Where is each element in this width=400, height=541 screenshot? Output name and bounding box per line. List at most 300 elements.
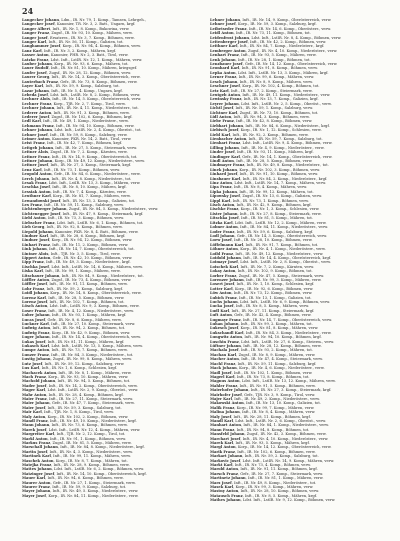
- entry-name: Lerner Franz: [210, 75, 237, 80]
- list-entry: Margreiter Karl, Inft., TJR. Nr. 2, 12. Komp., Tirol, tot.: [22, 432, 126, 437]
- entry-details: Inft., IR. Nr. 14, 7. Komp., Oberösterreich, tot.: [49, 247, 135, 252]
- list-entry: Loidold Johann, Inft., IR. Nr. 14, 4. Komp., Oberösterreich, krgf.: [210, 255, 332, 260]
- entry-details: Inft., IR. Nr. 84, 3. Komp., Niederösterr., tot.: [51, 352, 134, 357]
- entry-name: Maier Josef: [22, 405, 46, 410]
- list-entry: Lichtenberger Johann, Zugsf., IR. Nr. 84, 5. Komp., Niederösterr., verw.: [22, 207, 159, 212]
- entry-details: Inft., IR. Nr. 94, 10. Komp., Böhmen, verw.: [56, 123, 135, 128]
- list-entry: Leidl Anton, Inft., IR. Nr. 73, 11. Komp., Böhmen, tot.: [210, 31, 311, 36]
- list-entry: Machan Karl, Zugsf., IR. Nr. 8, 9. Komp., Mähren, verw.: [210, 352, 316, 357]
- entry-details: Inft., IR. Nr. 59, 11. Komp., Salzburg, krgf.: [237, 361, 317, 366]
- list-entry: Loischek Karl, Inft., IR. Nr. 7, 2. Komp., Kärnten, verw.: [210, 264, 315, 269]
- list-entry: Lesch Johann, Inft., IR. Nr. 8, 9. Komp., Mähren, verw.: [210, 79, 313, 84]
- entry-name: Losert Josef: [210, 282, 235, 287]
- list-entry: Lechner Franz, Korp., TJR. Nr. 2, 7. Komp., Tirol, verw.: [22, 101, 126, 106]
- list-entry: Lienhart Franz, Ldst. Inft., LstIR. Nr. 9, 4. Komp., Böhmen, verw.: [210, 141, 333, 146]
- entry-name: Lauterbach Franz: [22, 79, 58, 84]
- list-entry: Lipa Franz, Inft., IR. Nr. 8, 4. Komp., Mähren, verw.: [210, 185, 308, 190]
- entry-details: Inft., IR. Nr. 13, 2. Komp., Galizien, tot.: [62, 198, 136, 203]
- list-entry: Langer Albert, Inft., IR. Nr. 1, 8. Komp., Bukowina, verw.: [22, 26, 130, 31]
- entry-name: Machacek Anton: [22, 370, 57, 375]
- list-entry: Lehmann Franz, Inft., IR. Nr. 94, 10. Komp., Böhmen, verw.: [22, 123, 135, 128]
- entry-name: Lotter Karl: [210, 286, 233, 291]
- entry-name: Luber Johann: [22, 313, 50, 318]
- list-entry: Lehner Josef, Korp., IR. Nr. 59, 3. Komp., Salzburg, krgf.: [210, 22, 317, 27]
- entry-name: Leidl Anton: [210, 31, 234, 36]
- entry-name: Mayer Josef: [22, 493, 46, 498]
- list-entry: Markovic Josef, Ldst. Inft., LstIR. Nr. 14, 9. Komp., Mähren, verw.: [210, 458, 335, 463]
- entry-name: Lichtner Karl: [210, 110, 238, 115]
- entry-details: Zugsf., IR. Nr. 93, 10. Komp., Mähren, verw.: [51, 31, 133, 36]
- list-entry: Lorber Franz, Zugsf., IR. Nr. 47, 5. Komp., Steiermark, verw.: [210, 273, 325, 278]
- entry-details: Inft., IR. Nr. 91, 11. Komp., Böhmen, krgf.: [240, 467, 318, 472]
- list-entry: Lippl Karl, Inft., IR. Nr. 73, 1. Komp., Böhmen, verw.: [210, 198, 309, 203]
- list-entry: Löffelmann Karl, Inft., IR. Nr. 91, 7. Komp., Böhmen, tot.: [210, 242, 319, 247]
- entry-details: Inft., IR. Nr. 94, 3. Komp., Böhmen, verw.: [233, 114, 310, 119]
- entry-details: Ldst. Inft., LstIR. Nr. 12, 4. Komp., Mähren, verw.: [48, 427, 141, 432]
- list-entry: Linder Josef, Inft., IR. Nr. 93, 11. Komp., Mähren, krgf.: [210, 150, 314, 155]
- entry-details: Ldst. Inft., LstIR. Nr. 2, 5. Komp., Oberöst., verw.: [241, 101, 332, 106]
- entry-name: Maly Anton: [22, 414, 46, 419]
- entry-name: Linder Josef: [210, 150, 235, 155]
- entry-details: Inft., IR. Nr. 99, 1. Komp., Mähren, verw.: [45, 269, 121, 274]
- list-entry: Lilling Johann, Inft., IR. Nr. 4, 9. Komp., Niederösterr., verw.: [210, 145, 325, 150]
- entry-details: Inft., IR. Nr. 8, 1. Komp., Mähren, verw.: [58, 370, 132, 375]
- entry-name: Mattes Johann: [22, 467, 52, 472]
- entry-details: Inft., IR. Nr. 91, 7. Komp., Böhmen, tot.: [245, 242, 319, 247]
- entry-details: Inft., IR. Nr. 47, 9. Komp., Steiermark, krgf.: [62, 211, 144, 216]
- list-entry: Mairhofer Josef, Gefr., TJR. Nr. 3, 9. Komp., Tirol, verw.: [210, 392, 316, 397]
- entry-details: Kanonier, TR. Nr. 3, 2. Batt., Ungarn, krgf.: [56, 22, 136, 27]
- entry-name: Langer Albert: [22, 26, 51, 31]
- entry-details: Inft., IR. Nr. 73, 1. Komp., Böhmen, verw.: [232, 198, 309, 203]
- entry-name: Luhan Johann: [210, 322, 239, 327]
- entry-details: Korp., IR. Nr. 4, 1. Komp., Niederösterr., verw.: [240, 247, 326, 252]
- list-entry: Liebl Karl, Inft., IR. Nr. 92, 2. Komp., Böhmen, verw.: [210, 132, 309, 137]
- entry-details: Inft., IR. Nr. 42, 8. Komp., Böhmen, verw.: [236, 119, 313, 124]
- list-entry: Leopold Anton, Gefr., IR. Nr. 84, 6. Komp., Niederösterr., verw.: [22, 172, 141, 177]
- list-entry: Lugmayr Franz, Inft., IR. Nr. 14, 7. Komp., Oberösterreich, verw.: [210, 317, 333, 322]
- list-entry: Lucas Josef, Gefr., IR. Nr. 8, 6. Komp., Mähren, verw.: [22, 317, 122, 322]
- list-entry: Luckner Karl, Inft., IR. Nr. 27, 10. Komp., Steiermark, verw.: [22, 322, 136, 327]
- list-entry: Leimer Anton, Kanonier, FKR. Nr. 14, 2. Batt., Tirol, verw.: [22, 136, 132, 141]
- entry-details: Inft., IR. Nr. 91, 5. Komp., Böhmen, verw.: [239, 383, 316, 388]
- list-entry: Marschall Johann, Inft., IR. Nr. 84, 8. Komp., Niederösterr., krgf.: [22, 445, 145, 450]
- entry-details: Inft., IR. Nr. 84, 3. Komp., Niederösterr., verw.: [245, 330, 332, 335]
- entry-name: Ledl Karl: [22, 119, 41, 124]
- entry-details: Inft., IR. Nr. 91, 3. Komp., Böhmen, verw.: [53, 110, 130, 115]
- entry-name: Leuthner Karl: [22, 194, 51, 199]
- list-entry: Martin Josef, Inft., IR. Nr. 4, 3. Komp., Niederösterr., verw.: [22, 449, 133, 454]
- entry-name: Laufer Josef: [22, 70, 47, 75]
- entry-name: Lepka Anton: [210, 70, 236, 75]
- list-entry: Lorenz Karl, Inft., IR. Nr. 28, 5. Komp., Böhmen, verw.: [22, 295, 125, 300]
- entry-name: Löw Anton: [210, 291, 232, 296]
- entry-details: Inft., IR. Nr. 11, 2. Komp., Böhmen, verw.: [52, 242, 129, 247]
- entry-name: Leitgeb Johann: [22, 145, 53, 150]
- list-entry: Ledl Karl, Inft., IR. Nr. 49, 1. Komp., Niederösterr., verw.: [22, 119, 129, 124]
- list-entry: Lüftner Johann, Inft., IR. Nr. 28, 12. Komp., Böhmen, verw.: [210, 344, 322, 349]
- entry-name: Linhard Josef: [210, 172, 238, 177]
- entry-details: Inft., IR. Nr. 28, 10. Komp., Böhmen, verw.: [234, 238, 313, 243]
- entry-name: Luger Johann: [22, 335, 50, 340]
- list-entry: Machold Johann, Inft., IR. Nr. 94, 5. Komp., Böhmen, tot.: [22, 379, 131, 384]
- entry-name: Lindinger Karl: [210, 154, 240, 159]
- entry-details: Inft., IR. Nr. 49, 5. Komp., Niederösterr., verw.: [52, 489, 139, 494]
- entry-name: Laurer Georg: [22, 75, 50, 80]
- list-entry: Lindl Anton, Inft., IR. Nr. 28, 5. Komp., Böhmen, verw.: [210, 159, 313, 163]
- entry-name: Martinetz Johann: [210, 476, 246, 481]
- list-entry: Ludwig Franz, Korp., IR. Nr. 42, 9. Komp., Böhmen, verw.: [22, 330, 131, 335]
- list-entry: Martinek Karl, Inft., IR. Nr. 99, 11. Komp., Mähren, verw.: [22, 454, 131, 459]
- entry-name: Latzko Franz: [22, 57, 49, 62]
- list-entry: Markus Franz, Zugsf., IR. Nr. 81, 5. Komp., Mähren, verw.: [22, 441, 132, 445]
- list-entry: Lechner Alois, Inft., IR. Nr. 14, 5. Komp., Oberösterreich, verw.: [22, 97, 142, 102]
- entry-name: Linhart Franz: [22, 242, 50, 247]
- entry-name: Leitenberger Josef: [210, 40, 248, 45]
- entry-details: Inft., IR. Nr. 94, 10. Komp., Böhmen, krgf.: [244, 335, 322, 340]
- list-entry: Mann Franz, Inft., IR. Nr. 94, 8. Komp., Böhmen, tot.: [210, 427, 310, 432]
- list-entry: Linek Johann, Korp., IR. Nr. 102, 3. Komp., Böhmen, verw.: [210, 167, 321, 172]
- entry-details: Gefr., IR. Nr. 8, 6. Komp., Mähren, verw.: [47, 317, 122, 322]
- entry-details: Inft., IR. Nr. 4, 10. Komp., Niederösterr., verw.: [242, 436, 329, 441]
- entry-details: Inft., IR. Nr. 93, 2. Komp., Mähren, tot.: [240, 348, 313, 353]
- entry-details: Inft., IR. Nr. 91, 10. Komp., Böhmen, verw.: [239, 172, 319, 177]
- entry-details: Inft., IR. Nr. 14, 3. Komp., Oberösterreich, verw.: [51, 75, 141, 80]
- entry-details: Ldst. Inft., LstIR. Nr. 27, 6. Komp., Steierm., verw.: [241, 339, 335, 344]
- list-entry: Leitner Johann, Korp., IR. Nr. 49, 12. Komp., Niederösterr., verw.: [22, 159, 146, 163]
- entry-name: Lehner Josef: [210, 22, 236, 27]
- list-entry: Luger Johann, Inft., IR. Nr. 14, 4. Komp., Oberösterreich, verw.: [22, 335, 141, 340]
- entry-name: Loew Josef: [210, 238, 232, 243]
- entry-name: Lechner Franz: [22, 101, 52, 106]
- entry-name: Lipp Franz: [22, 260, 44, 265]
- list-entry: Markart Johann, Inft., IR. Nr. 59, 2. Komp., Salzburg, tot.: [210, 454, 319, 459]
- entry-name: Loser Franz: [22, 308, 46, 313]
- list-entry: Lerner Franz, Inft., IR. Nr. 99, 6. Komp., Mähren, verw.: [210, 75, 315, 80]
- entry-name: Lewandowski Josef: [22, 198, 61, 203]
- entry-details: Korp., IR. Nr. 81, 8. Komp., Mähren, verw.: [240, 326, 319, 331]
- entry-name: Lidl Anton: [210, 114, 232, 119]
- entry-name: Marschall Johann: [22, 445, 58, 450]
- entry-details: Inft., IR. Nr. 13, 1. Komp., Galizien, tot.: [239, 295, 312, 300]
- entry-details: Inft., IR. Nr. 28, 5. Komp., Böhmen, verw.: [48, 295, 125, 300]
- entry-name: Lederer Anton: [22, 110, 52, 115]
- list-entry: Layer Karl, Inft., IR. Nr. 59, 9. Komp., Salzburg, tot.: [22, 84, 120, 89]
- list-entry: Madl Josef, Inft., IR. Nr. 102, 1. Komp., Böhmen, verw.: [210, 370, 313, 375]
- list-entry: Lehner Johann, Inft., IR. Nr. 14, 9. Komp., Oberösterreich, verw.: [210, 18, 332, 22]
- entry-name: Lintner Alois: [22, 251, 49, 256]
- entry-name: Lukschandl Karl: [210, 330, 244, 335]
- entry-details: Inft., IR. Nr. 4, 8. Komp., Niederösterr., tot.: [51, 176, 132, 181]
- entry-details: Inft., IR. Nr. 4, 9. Komp., Niederösterr., verw.: [241, 145, 325, 150]
- entry-details: Inft., IR. Nr. 84, 2. Komp., Niederösterr., krgf.: [242, 176, 328, 181]
- entry-details: Ldst. Inft., LstIR. Nr. 2, 8. Komp., Oberöst., verw.: [240, 260, 331, 265]
- entry-name: Maurer Franz: [22, 485, 50, 490]
- entry-details: Inft., IR. Nr. 73, 6. Komp., Böhmen, verw.: [51, 423, 128, 428]
- list-entry: Maurer Franz, Inft., IR. Nr. 59, 9. Komp., Salzburg, tot.: [22, 485, 127, 490]
- entry-name: Lederer Josef: [22, 114, 50, 119]
- list-entry: Lukas Josef, Inft., IR. Nr. 81, 11. Komp., Mähren, krgf.: [22, 339, 125, 344]
- entry-details: Ldst. Inft., LstIR. Nr. 14, 7. Komp., Mähren, verw.: [234, 181, 327, 186]
- entry-details: Ldst. Inft., LstIR. Nr. 9, 4. Komp., Böhmen, verw.: [242, 141, 333, 146]
- entry-details: Inft., IR. Nr. 99, 3. Komp., Mähren, verw.: [246, 277, 322, 282]
- entry-name: Leopold Anton: [22, 172, 52, 177]
- entry-name: Leitner Johann: [22, 159, 53, 163]
- entry-details: Korp., IR. Nr. 1, 12. Komp., Schlesien, verw.: [240, 128, 322, 133]
- list-entry: Majer Karl, Inft., IR. Nr. 49, 2. Komp., Niederösterr., verw.: [210, 396, 320, 401]
- list-entry: Marik Franz, Inft., IR. Nr. 102, 6. Komp., Böhmen, verw.: [210, 449, 316, 454]
- list-entry: Mansfeld Johann, Zugsf., IR. Nr. 42, 3. Komp., Böhmen, verw.: [210, 432, 327, 437]
- entry-details: Zugsf., IR. Nr. 84, 5. Komp., Niederösterr., verw.: [68, 207, 159, 212]
- entry-details: Inft., IR. Nr. 102, 9. Komp., Böhmen, tot.: [237, 269, 313, 274]
- entry-name: Leonhard Karl: [210, 66, 240, 71]
- entry-name: Liebisch Josef: [210, 128, 239, 133]
- list-entry: Lorenz Josef, Inft., IR. Nr. 102, 7. Komp., Böhmen, tot.: [22, 300, 125, 304]
- entry-details: Ldst. Inft., LstIR. Nr. 12, 2. Komp., Mähren, verw.: [234, 220, 327, 225]
- list-entry: Lenz Karl, Inft., IR. Nr. 73, 1. Komp., Böhmen, verw.: [22, 167, 121, 172]
- entry-details: Inft., IR. Nr. 93, 11. Komp., Mähren, krgf.: [236, 150, 314, 155]
- list-entry: Leitenberger Josef, Inft., IR. Nr. 42, 2. Komp., Böhmen, verw.: [210, 40, 327, 45]
- entry-name: Liebl Karl: [210, 132, 231, 137]
- entry-details: Inft., IR. Nr. 42, 9. Komp., Böhmen, krgf.: [236, 203, 312, 208]
- entry-details: Gefr., IR. Nr. 14, 12. Komp., Oberösterreich, verw.: [244, 62, 338, 67]
- list-entry: Lunzer Franz, Inft., IR. Nr. 84, 3. Komp., Niederösterr., tot.: [22, 352, 134, 357]
- list-entry: Margl Anton, Korp., IR. Nr. 14, 12. Komp., Oberösterreich, verw.: [210, 445, 332, 450]
- entry-name: Leyrer Johann: [210, 101, 239, 106]
- entry-name: Lenzbauer Josef: [210, 62, 243, 67]
- list-entry: Lutz Josef, Inft., IR. Nr. 59, 12. Komp., Salzburg, verw.: [22, 361, 125, 366]
- list-entry: Linz Anton, Ldst. Inft., LstIR. Nr. 14, 7. Komp., Mähren, verw.: [210, 181, 327, 186]
- entry-details: Zugsf., IR. Nr. 81, 5. Komp., Mähren, verw.: [52, 441, 132, 445]
- list-entry: Leibetseder Franz, Inft., IR. Nr. 14, 6. Komp., Oberösterr., verw.: [210, 26, 332, 31]
- entry-details: Ldst. Inft., LstIR. Nr. 9, 3. Komp., Böhmen, verw.: [49, 304, 140, 309]
- entry-name: Lister Johann: [210, 211, 238, 216]
- entry-details: Inft., IR. Nr. 94, 2. Komp., Böhmen, tot.: [52, 326, 126, 331]
- entry-details: Inft., IR. Nr. 28, 9. Komp., Böhmen, verw.: [53, 463, 130, 468]
- entry-name: Martinek Karl: [22, 454, 51, 459]
- list-entry: Latzko Franz, Ldst. Inft., LstIR. Nr. 12, 1. Komp., Mähren, verw.: [22, 57, 143, 62]
- entry-name: Liepold Johann: [22, 229, 53, 234]
- entry-details: Ldst. Inft., LstIR. Nr. 8, 4. Komp., Böhmen, verw.: [251, 35, 342, 40]
- entry-name: Lerch Johann: [22, 176, 50, 181]
- entry-name: Majer Karl: [210, 396, 232, 401]
- entry-details: Inft., IR. Nr. 8, 5. Komp., Mähren, krgf.: [244, 493, 318, 498]
- list-entry: Lauber Johann, Korp., IR. Nr. 93, 6. Komp., Mähren, tot.: [22, 62, 129, 67]
- list-entry: Machacek Anton, Inft., IR. Nr. 8, 1. Komp., Mähren, verw.: [22, 370, 132, 375]
- list-entry: Mandl Karl, Ldst. Inft., LstIR. Nr. 2, 6. Komp., Oberöst., verw.: [210, 418, 327, 423]
- list-entry: Loser Franz, Inft., IR. Nr. 4, 12. Komp., Niederösterr., verw.: [22, 308, 134, 313]
- entry-details: Kanonier, FKR. Nr. 14, 2. Batt., Tirol, verw.: [52, 136, 132, 141]
- entry-details: Ldm., IR. Nr. 79, 1. Komp., Tamsen, Lehrgeh.,: [61, 18, 147, 22]
- list-entry: Lotter Karl, Korp., IR. Nr. 92, 6. Komp., Böhmen, verw.: [210, 286, 314, 291]
- entry-name: Lichtl Josef: [210, 106, 234, 111]
- list-entry: Liebscher Franz, Ldst. Inft., LstIR. Nr. 6, 1. Komp., Böhmen, tot.: [22, 220, 144, 225]
- list-entry: Marchart Josef, Inft., IR. Nr. 4, 10. Komp., Niederösterr., verw.: [210, 436, 329, 441]
- list-entry: Lewinsky Franz, Inft., IR. Nr. 13, 7. Komp., Galizien, krgf.: [210, 97, 319, 102]
- entry-name: Loidl Johann: [22, 291, 48, 296]
- entry-name: Markovic Josef: [210, 458, 241, 463]
- entry-details: Inft., IR. Nr. 73, 12. Komp., Böhmen, verw.: [233, 291, 313, 296]
- list-entry: Matausch Franz, Inft., IR. Nr. 8, 5. Komp., Mähren, krgf.: [210, 493, 318, 498]
- entry-details: Inft., IR. Nr. 84, 1. Komp., Niederösterr., verw.: [243, 423, 329, 428]
- list-entry: Lungwitz Anton, Inft., IR. Nr. 94, 10. Komp., Böhmen, krgf.: [210, 335, 322, 340]
- entry-name: Lungwitz Anton: [210, 335, 243, 340]
- entry-details: Inft., IR. Nr. 1, 6. Komp., Schlesien, krgf.: [41, 366, 118, 371]
- list-entry: Marx Josef, Inft., IR. Nr. 49, 8. Komp., Niederösterr., tot.: [210, 480, 317, 485]
- entry-details: Ldst. Inft., LstIR. Nr. 12, 1. Komp., Mähren, verw.: [50, 57, 143, 62]
- list-entry: Leitgeb Johann, Inft., IR. Nr. 27, 5. Komp., Steiermark, verw.: [22, 145, 138, 150]
- entry-name: Löffler Josef: [22, 282, 48, 287]
- entry-name: Magerl Karl: [210, 374, 235, 379]
- entry-name: Leimer Anton: [22, 136, 50, 141]
- entry-name: Lorber Franz: [210, 273, 237, 278]
- entry-details: Korp., IR. Nr. 1, 3. Komp., Schlesien, verw.: [240, 207, 320, 212]
- entry-details: Inft., IR. Nr. 49, 3. Komp., Niederösterr., krgf.: [46, 260, 131, 265]
- list-entry: Lerch Johann, Inft., IR. Nr. 4, 8. Komp., Niederösterr., tot.: [22, 176, 132, 181]
- entry-details: Ldst. Inft., LstIR. Nr. 2, 4. Komp., Oberöst., tot.: [54, 128, 142, 133]
- list-entry: Leuthner Karl, Korp., IR. Nr. 81, 7. Komp., Mähren, verw.: [22, 194, 131, 199]
- entry-details: Inft., IR. Nr. 28, 11. Komp., Böhmen, krgf.: [233, 414, 311, 419]
- entry-name: Leitner Alois: [22, 150, 49, 155]
- entry-name: Lokay Anton: [210, 269, 236, 274]
- list-entry: Lischka Josef, Ldst. Inft., LstIR. Nr. 14, 6. Komp., Mähren, verw.: [22, 264, 143, 269]
- list-entry: Lidl Anton, Inft., IR. Nr. 94, 3. Komp., Böhmen, verw.: [210, 114, 310, 119]
- list-entry: Luft Anton, Gefr., IR. Nr. 42, 4. Komp., Böhmen, verw.: [210, 313, 312, 318]
- entry-details: Korp., IR. Nr. 99, 3. Komp., Mähren, verw.: [235, 485, 314, 490]
- list-entry: Lienbacher Anton, Inft., IR. Nr. 59, 7. Komp., Salzburg, tot.: [210, 136, 323, 141]
- entry-name: Macher Anton: [210, 357, 239, 362]
- list-entry: Malik Franz, Korp., IR. Nr. 99, 7. Komp., Mähren, verw.: [210, 405, 315, 410]
- entry-name: Maschek Anton: [22, 458, 54, 463]
- list-entry: Leschner Josef, Korp., IR. Nr. 102, 4. Komp., Böhmen, tot.: [210, 84, 320, 89]
- list-entry: Leithner Karl, Inft., IR. Nr. 84, 7. Komp., Niederösterr., krgf.: [210, 44, 325, 49]
- entry-name: Mansfeld Johann: [210, 432, 245, 437]
- entry-name: Loischek Karl: [210, 264, 239, 269]
- entry-details: Inft., IR. Nr. 28, 4. Komp., Böhmen, krgf.: [48, 392, 124, 397]
- entry-details: Gefr., IR. Nr. 27, 1. Komp., Steiermark, verw.: [52, 480, 136, 485]
- list-entry: Luhan Johann, Inft., IR. Nr. 99, 2. Komp., Mähren, tot.: [210, 322, 313, 327]
- entry-name: Linek Johann: [210, 167, 238, 172]
- entry-name: Lauer Rudolf: [22, 66, 49, 71]
- list-entry: Makowski Anton, Inft., IR. Nr. 13, 10. Komp., Galizien, tot.: [210, 401, 321, 406]
- list-entry: Löffler Josef, Inft., IR. Nr. 91, 11. Komp., Böhmen, verw.: [22, 282, 128, 287]
- list-entry: Liebl Anton, Inft., IR. Nr. 73, 3. Komp., Böhmen, verw.: [22, 216, 125, 221]
- entry-details: Ldst. Inft., LstIR. Nr. 14, 9. Komp., Mähren, verw.: [242, 458, 335, 463]
- entry-name: Linz Anton: [210, 181, 233, 186]
- entry-details: Inft., IR. Nr. 28, 1. Komp., Böhmen, tot.: [237, 57, 311, 62]
- entry-name: Lindner Josef: [22, 238, 50, 243]
- entry-details: Korp., IR. Nr. 14, 12. Komp., Oberösterreich, verw.: [237, 445, 332, 450]
- entry-details: Inft., IR. Nr. 28, 6. Komp., Böhmen, krgf.: [50, 233, 126, 238]
- entry-details: Gefr., IR. Nr. 47, 7. Komp., Steiermark, verw.: [51, 401, 135, 406]
- entry-name: Lieb Georg: [22, 225, 45, 230]
- list-entry: Loidl Johann, Korp., IR. Nr. 14, 8. Komp., Oberösterreich, verw.: [22, 291, 142, 296]
- entry-details: Inft., IR. Nr. 14, 9. Komp., Oberösterreich, verw.: [242, 18, 332, 22]
- entry-details: Inft., IR. Nr. 102, 7. Komp., Böhmen, tot.: [49, 300, 125, 304]
- list-entry: Lederer Anton, Inft., IR. Nr. 91, 3. Komp., Böhmen, verw.: [22, 110, 130, 115]
- entry-name: Lenk Johann: [210, 57, 236, 62]
- entry-details: Kanonier, FHR. Nr. 2, 3. Batt., Tirol, verw.: [50, 53, 129, 58]
- entry-details: Ldst. Inft., LstIR. Nr. 8, 2. Komp., Böhmen, verw.: [50, 92, 141, 97]
- entry-details: Inft., IR. Nr. 99, 12. Komp., Mähren, tot.: [239, 189, 314, 194]
- entry-details: Inft., IR. Nr. 73, 8. Komp., Böhmen, tot.: [236, 374, 310, 379]
- entry-details: Inft., IR. Nr. 91, 1. Komp., Böhmen, verw.: [49, 436, 127, 441]
- list-entry: Loder Franz, Inft., IR. Nr. 59, 6. Komp., Salzburg, krgf.: [210, 229, 314, 234]
- entry-name: Lodl Johann: [210, 233, 235, 238]
- entry-details: Inft., IR. Nr. 47, 4. Komp., Steiermark, verw.: [241, 357, 323, 362]
- entry-name: Mathes Johann: [210, 498, 241, 503]
- list-entry: Lanz Karl, Inft., IR. Nr. 3, 2. Komp., Mähren, krgf.: [22, 48, 117, 53]
- entry-name: Luschin Franz: [210, 339, 239, 344]
- entry-name: Malina Johann: [210, 410, 240, 415]
- list-entry: Lehner Johann, Ldst. Inft., LstIR. Nr. 2, 4. Komp., Oberöst., tot.: [22, 128, 142, 133]
- list-entry: Linsbauer Karl, Inft., IR. Nr. 84, 2. Komp., Niederösterr., krgf.: [210, 176, 328, 181]
- list-entry: Löw Anton, Inft., IR. Nr. 73, 12. Komp., Böhmen, verw.: [210, 291, 313, 296]
- entry-details: Korp., IR. Nr. 42, 9. Komp., Böhmen, verw.: [51, 330, 131, 335]
- entry-name: Löffler Anton: [22, 277, 50, 282]
- entry-name: Lenhart Franz: [210, 53, 239, 58]
- entry-details: Zugsf., IR. Nr. 4, 10. Komp., Niederösterr., verw.: [247, 48, 338, 53]
- entry-name: Loidold Johann: [210, 255, 241, 260]
- entry-name: Lehner Josef: [22, 132, 48, 137]
- list-entry: Manhart Anton, Inft., IR. Nr. 84, 1. Komp., Niederösterr., verw.: [210, 423, 329, 428]
- entry-details: Inft., IR. Nr. 14, 9. Komp., Oberösterreich, tot.: [51, 154, 138, 159]
- list-entry: Liepold Johann, Kanonier, FKR. Nr. 8, 4. Batt., Böhmen, verw.: [22, 229, 139, 234]
- entry-name: Machold Johann: [22, 379, 56, 384]
- list-entry: Laufer Josef, Zugsf., IR. Nr. 28, 12. Komp., Böhmen, verw.: [22, 70, 132, 75]
- list-entry: Lipowsky Josef, Zugsf., IR. Nr. 13, 6. Komp., Galizien, verw.: [210, 194, 323, 199]
- entry-details: Korp., IR. Nr. 92, 6. Komp., Böhmen, verw.: [234, 286, 314, 291]
- list-entry: Magnus Anton, Ldst. Inft., LstIR. Nr. 13, 12. Komp., Mähren, verw.: [210, 379, 336, 384]
- list-entry: Maierhofer Johann, Inft., IR. Nr. 27, 3. Komp., Steiermark, krgf.: [210, 388, 332, 393]
- entry-details: Inft., IR. Nr. 84, 6. Komp., Niederösterr., krgf.: [245, 123, 330, 128]
- entry-name: Lorenzer Johann: [210, 277, 244, 282]
- entry-details: Inft., IR. Nr. 59, 12. Komp., Salzburg, verw.: [44, 361, 125, 366]
- entry-details: Inft., IR. Nr. 59, 1. Komp., Salzburg, verw.: [235, 106, 314, 111]
- entry-details: Inft., IR. Nr. 13, 10. Komp., Galizien, tot.: [246, 401, 321, 406]
- list-entry: Mack Johann, Korp., IR. Nr. 4, 6. Komp., Niederösterr., verw.: [210, 366, 325, 371]
- entry-details: Inft., IR. Nr. 27, 5. Komp., Steiermark, verw.: [55, 145, 138, 150]
- entry-details: Inft., IR. Nr. 7, 2. Komp., Kärnten, verw.: [240, 264, 315, 269]
- list-entry: Maly Anton, Korp., IR. Nr. 102, 2. Komp., Böhmen, verw.: [22, 414, 129, 419]
- entry-details: Inft., TJR. Nr. 1, 8. Komp., Tirol, verw.: [44, 410, 114, 415]
- list-entry: Lechner Johann, Inft., IR. Nr. 4, 11. Komp., Niederösterr., tot.: [22, 106, 139, 111]
- entry-details: Inft., IR. Nr. 4, 3. Komp., Niederösterr., verw.: [49, 449, 133, 454]
- list-entry: Litschka Josef, Inft., IR. Nr. 81, 5. Komp., Mähren, tot.: [210, 216, 314, 221]
- entry-details: Korp., IR. Nr. 102, 4. Komp., Böhmen, tot.: [242, 84, 320, 89]
- entry-details: Inft., IR. Nr. 73, 3. Komp., Böhmen, verw.: [47, 216, 125, 221]
- entry-name: Marchart Josef: [210, 436, 241, 441]
- entry-name: Langecker Josef: [22, 22, 55, 27]
- entry-details: Inft., IR. Nr. 73, 1. Komp., Böhmen, verw.: [43, 167, 121, 172]
- list-entry: Leitner Alois, Zugsf., IR. Nr. 7, 2. Komp., Kärnten, verw.: [22, 150, 128, 155]
- list-entry: Lipp Franz, Inft., IR. Nr. 49, 3. Komp., Niederösterr., krgf.: [22, 260, 131, 265]
- entry-details: Ldst. Inft., LstIR. Nr. 13, 12. Komp., Mähren, verw.: [241, 379, 336, 384]
- entry-details: Inft., IR. Nr. 59, 6. Komp., Salzburg, krgf.: [236, 229, 314, 234]
- entry-name: Lesch Johann: [210, 79, 238, 84]
- entry-name: Lux Karl: [22, 366, 40, 371]
- entry-details: Inft., IR. Nr. 14, 4. Komp., Oberösterreich, verw.: [51, 335, 141, 340]
- list-entry: Lukesch Josef, Korp., IR. Nr. 81, 8. Komp., Mähren, verw.: [210, 326, 319, 331]
- list-entry: Litschauer Johann, Inft., IR. Nr. 84, 9. Komp., Niederösterr., tot.: [22, 273, 144, 278]
- list-entry: Link Johann, Inft., IR. Nr. 14, 7. Komp., Oberösterreich, tot.: [22, 247, 135, 252]
- list-entry: Ludwig Anton, Inft., IR. Nr. 94, 2. Komp., Böhmen, tot.: [22, 326, 126, 331]
- entry-details: Inft., IR. Nr. 59, 2. Komp., Salzburg, krgf.: [46, 286, 123, 291]
- entry-name: Leist Franz: [22, 141, 45, 146]
- entry-name: Leidenfrost Johann: [210, 35, 249, 40]
- list-entry: Mayer Johann, Inft., IR. Nr. 49, 5. Komp., Niederösterr., verw.: [22, 489, 139, 494]
- list-entry: Matzinger Josef, Inft., IR. Nr. 14, 10. Komp., Oberösterreich, krgf.: [22, 471, 147, 476]
